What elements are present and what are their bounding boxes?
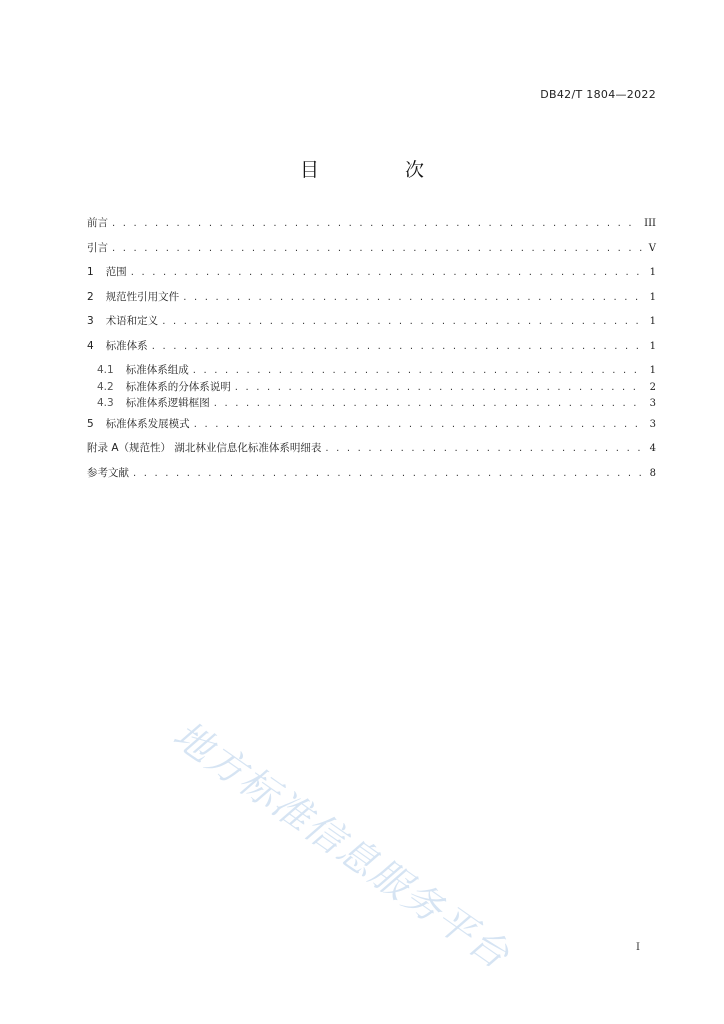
toc-entry-terms-definitions[interactable]: [87, 313, 656, 338]
toc-entry-page: V: [648, 242, 656, 254]
toc-entry-page: 4: [649, 443, 656, 454]
dot-leader: [131, 267, 642, 278]
table-of-contents: [87, 215, 656, 489]
toc-entry-standard-system[interactable]: [87, 338, 656, 363]
dot-leader: [112, 243, 642, 254]
toc-entry-page: 1: [649, 291, 656, 303]
toc-entry-label: 规范性引用文件: [105, 290, 180, 303]
dot-leader: [214, 398, 642, 409]
page-number: I: [636, 942, 640, 953]
toc-entry-number: 1: [87, 266, 94, 278]
toc-entry-normative-references[interactable]: [87, 289, 656, 314]
toc-entry-label: 标准体系: [105, 339, 148, 352]
toc-entry-label: 术语和定义: [105, 315, 159, 327]
toc-entry-number: 4.3: [97, 397, 114, 409]
toc-entry-label: 标准体系逻辑框图: [125, 397, 210, 409]
toc-entry-number: 2: [87, 290, 94, 303]
dot-leader: [235, 382, 642, 393]
dot-leader: [325, 443, 642, 454]
toc-entry-page: III: [644, 218, 656, 229]
dot-leader: [152, 341, 642, 352]
toc-entry-label: 范围: [105, 266, 127, 278]
toc-entry-page: 8: [649, 467, 656, 479]
dot-leader: [194, 419, 642, 430]
toc-subentry-subsystem-description[interactable]: [87, 379, 656, 396]
toc-entry-page: 1: [649, 316, 656, 327]
toc-entry-label: 标准体系发展模式: [105, 417, 190, 430]
toc-entry-label: 标准体系的分体系说明: [125, 380, 231, 393]
toc-entry-label: 附录 A（规范性） 湖北林业信息化标准体系明细表: [87, 442, 322, 454]
toc-entry-number: 5: [87, 417, 94, 430]
toc-entry-page: 1: [649, 340, 656, 352]
toc-entry-page: 1: [649, 365, 656, 376]
toc-entry-page: 2: [649, 381, 656, 393]
toc-subentry-logic-diagram[interactable]: [87, 395, 656, 412]
toc-entry-number: 4.2: [97, 380, 114, 393]
toc-entry-page: 3: [649, 398, 656, 409]
toc-entry-label: 引言: [87, 241, 108, 254]
dot-leader: [133, 468, 642, 479]
dot-leader: [112, 218, 640, 229]
toc-entry-bibliography[interactable]: [87, 465, 656, 490]
dot-leader: [183, 292, 642, 303]
toc-entry-page: 1: [649, 267, 656, 278]
standard-code: DB42/T 1804—2022: [540, 88, 656, 101]
watermark: 地方标准信息服务平台: [165, 712, 519, 978]
toc-entry-page: 3: [649, 418, 656, 430]
toc-title: 目 次: [299, 159, 465, 181]
toc-entry-development-mode[interactable]: [87, 416, 656, 441]
dot-leader: [193, 365, 642, 376]
toc-entry-introduction[interactable]: [87, 240, 656, 265]
toc-subentry-composition[interactable]: [87, 362, 656, 379]
toc-entry-number: 4.1: [97, 364, 114, 376]
toc-entry-foreword[interactable]: [87, 215, 656, 240]
toc-entry-number: 4: [87, 339, 94, 352]
toc-entry-appendix-a[interactable]: [87, 440, 656, 465]
toc-entry-number: 3: [87, 315, 94, 327]
toc-entry-scope[interactable]: [87, 264, 656, 289]
toc-entry-label: 前言: [87, 217, 108, 229]
toc-entry-label: 参考文献: [87, 466, 129, 479]
toc-entry-label: 标准体系组成: [125, 364, 189, 376]
dot-leader: [162, 316, 642, 327]
